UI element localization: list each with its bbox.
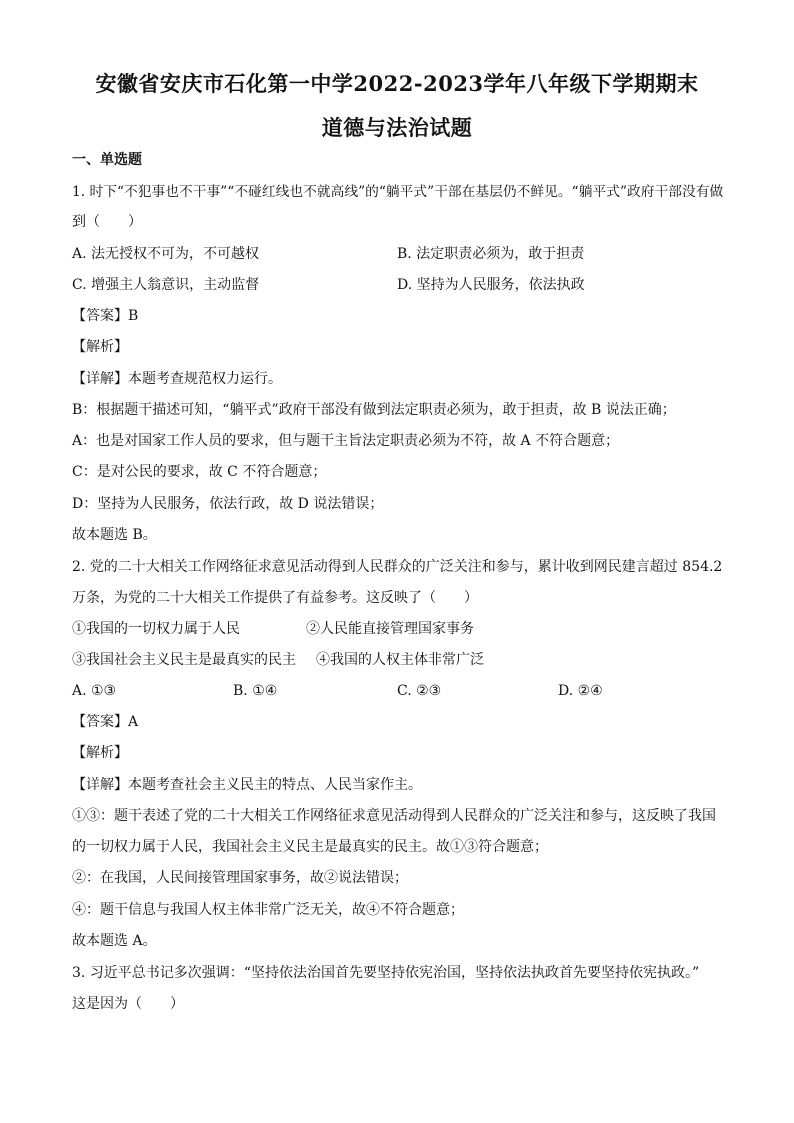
q1-option-b: B. 法定职责必须为，敢于担责 <box>397 246 585 262</box>
q2-option-d: D. ②④ <box>558 683 603 699</box>
q2-item-1: ①我国的一切权力属于人民 <box>72 621 240 637</box>
q1-stem-line2: 到（ ） <box>72 214 142 230</box>
q2-item-4: ④我国的人权主体非常广泛 <box>316 652 484 668</box>
document-title-line1: 安徽省安庆市石化第一中学2022-2023学年八年级下学期期末 <box>95 71 699 96</box>
q2-stem-line1: 2. 党的二十大相关工作网络征求意见活动得到人民群众的广泛关注和参与，累计收到网民建言超过 854.2 <box>72 559 723 575</box>
q1-explanation-b: B：根据题干描述可知，“躺平式”政府干部没有做到法定职责必须为，敢于担责，故 B 说法正确； <box>72 402 676 418</box>
q1-option-c: C. 增强主人翁意识，主动监督 <box>72 277 260 293</box>
section-heading: 一、单选题 <box>72 152 142 168</box>
q1-explanation-a: A：也是对国家工作人员的要求，但与题干主旨法定职责必须为不符，故 A 不符合题意； <box>72 433 620 449</box>
q2-answer: 【答案】A <box>72 714 139 730</box>
q2-detail: 【详解】本题考查社会主义民主的特点、人民当家作主。 <box>72 777 422 793</box>
q3-stem-line2: 这是因为（ ） <box>72 996 184 1012</box>
q2-conclusion: 故本题选 A。 <box>72 933 157 949</box>
q1-detail: 【详解】本题考查规范权力运行。 <box>72 371 282 387</box>
q2-item-3: ③我国社会主义民主是最真实的民主 <box>72 652 296 668</box>
q2-stem-line2: 万条，为党的二十大相关工作提供了有益参考。这反映了（ ） <box>72 590 478 606</box>
q2-option-b: B. ①④ <box>233 683 278 699</box>
document-title-line2: 道德与法治试题 <box>321 115 473 140</box>
q1-explanation-d: D：坚持为人民服务，依法行政，故 D 说法错误； <box>72 496 384 512</box>
q1-option-a: A. 法无授权不可为，不可越权 <box>72 246 260 262</box>
q2-explanation-13-line1: ①③：题干表述了党的二十大相关工作网络征求意见活动得到人民群众的广泛关注和参与，这反映了我国 <box>72 808 716 824</box>
q3-stem-line1: 3. 习近平总书记多次强调：“坚持依法治国首先要坚持依宪治国，坚持依法执政首先要坚持依宪执政。” <box>72 965 700 981</box>
q1-stem-line1: 1. 时下“不犯事也不干事”“不碰红线也不就高线”的“躺平式”干部在基层仍不鲜见。“躺平式”政府干部没有做 <box>72 184 724 200</box>
q2-option-c: C. ②③ <box>397 683 442 699</box>
q2-explanation-4: ④：题干信息与我国人权主体非常广泛无关，故④不符合题意； <box>72 902 464 918</box>
q2-explanation-13-line2: 的一切权力属于人民，我国社会主义民主是最真实的民主。故①③符合题意； <box>72 839 548 855</box>
q2-explanation-2: ②：在我国，人民间接管理国家事务，故②说法错误； <box>72 870 408 886</box>
q2-analysis-label: 【解析】 <box>72 745 128 761</box>
q1-answer: 【答案】B <box>72 308 139 324</box>
q2-item-2: ②人民能直接管理国家事务 <box>306 621 474 637</box>
q2-option-a: A. ①③ <box>72 683 117 699</box>
q1-conclusion: 故本题选 B。 <box>72 527 157 543</box>
q1-explanation-c: C：是对公民的要求，故 C 不符合题意； <box>72 464 327 480</box>
q1-option-d: D. 坚持为人民服务，依法执政 <box>397 277 585 293</box>
q1-analysis-label: 【解析】 <box>72 339 128 355</box>
